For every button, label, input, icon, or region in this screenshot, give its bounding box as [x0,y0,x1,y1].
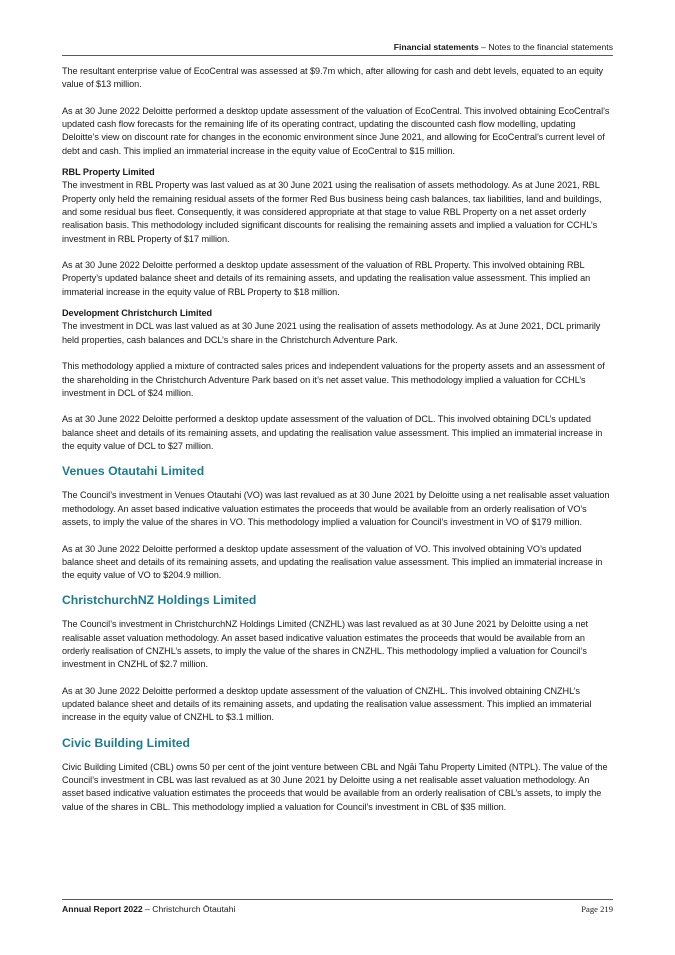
paragraph-vo-valuation: The Council’s investment in Venues Otautahi (VO) was last revalued as at 30 June 2021 by Deloitte using a net realisable asset valuation methodology. An asset based indicative valuation estimates the proceeds that would be available from an orderly realisation of VO’s assets, to imply the value of the shares in VO. This methodology implied a valuation for Council’s investment in VO of $179 million. [62,490,610,527]
paragraph-dcl-valuation: The investment in DCL was last valued as at 30 June 2021 using the realisation of assets methodology. As at June 2021, DCL primarily held properties, cash balances and DCL’s share in the Christchurch Adventure Park. [62,321,601,345]
paragraph-ecocentral-value: The resultant enterprise value of EcoCentral was assessed at $9.7m which, after allowing for cash and debt levels, equated to an equity value of $13 million. [62,66,604,90]
rbl-heading: RBL Property Limited [62,167,155,178]
section-heading-christchurchnz: ChristchurchNZ Holdings Limited [62,593,257,608]
paragraph-ecocentral-update: As at 30 June 2022 Deloitte performed a desktop update assessment of the valuation of EcoCentral. This involved obtaining EcoCentral’s updated cash flow forecasts for the remaining life of its operating contract, updating the discounted cash flow modelling, updating Deloitte’s view on discount rate for changes in the economic environment since June 2021, and allowing for EcoCentral’s current level of debt and cash. This implied an immaterial increase in the equity value of EcoCentral to $15 million. [62,105,610,156]
page-number: Page 219 [581,904,613,914]
footer-separator: – [142,904,153,914]
dcl-heading: Development Christchurch Limited [62,308,213,319]
paragraph-dcl-methodology: This methodology applied a mixture of contracted sales prices and independent valuations for the property assets and an assessment of the shareholding in the Christchurch Adventure Park based on it’s net asset value. This methodology implied a valuation for CCHL’s investment in DCL of $24 million. [62,361,605,398]
section-heading-civic-building: Civic Building Limited [62,735,190,750]
main-content [62,65,613,814]
page-header [394,42,613,52]
footer-city: Christchurch Ōtautahi [152,904,236,914]
header-section: Financial statements [393,42,479,52]
header-subsection: Notes to the financial statements [488,42,613,52]
footer-report-title: Annual Report 2022 [62,904,143,914]
header-rule [62,55,613,56]
footer-rule [62,899,613,900]
header-separator: – [478,42,489,52]
paragraph-vo-update: As at 30 June 2022 Deloitte performed a desktop update assessment of the valuation of VO. This involved obtaining VO’s updated balance sheet and details of its remaining assets, and updating the realisation value assessment. This implied an immaterial increase in the equity value of VO to $204.9 million. [62,543,603,581]
paragraph-cbl-valuation: Civic Building Limited (CBL) owns 50 per cent of the joint venture between CBL and Ngāi Tahu Property Limited (NTPL). The value of the Council’s investment in CBL was last revalued as at 30 June 2021 by Deloitte using a net realisable asset valuation methodology. An asset based indicative valuation estimates the proceeds that would be available from an orderly realisation of CBL’s assets, to imply the value of the shares in CBL. This methodology implied a valuation for Council’s investment in CBL of $35 million. [62,761,608,812]
paragraph-rbl-update: As at 30 June 2022 Deloitte performed a desktop update assessment of the valuation of RBL Property. This involved obtaining RBL Property’s updated balance sheet and details of its remaining assets, and updating the realisation value assessment. This implied an immaterial increase in the equity value of RBL Property to $18 million. [62,260,591,297]
section-heading-venues-otautahi: Venues Otautahi Limited [62,464,205,479]
paragraph-cnzhl-valuation: The Council’s investment in ChristchurchNZ Holdings Limited (CNZHL) was last revalued as at 30 June 2021 by Deloitte using a net realisable asset valuation methodology. An asset based indicative valuation estimates the proceeds that would be available from an orderly realisation of CNZHL’s assets, to imply the value of the shares in CNZHL. This methodology implied a valuation for Council’s investment in CNZHL of $2.7 million. [62,619,588,670]
paragraph-rbl-valuation: The investment in RBL Property was last valued as at 30 June 2021 using the realisation of assets methodology. As at June 2021, RBL Property only held the remaining residual assets of the former Red Bus business being cash balances, tax liabilities, land and buildings, and some residual bus fleet. Consequently, it was considered appropriate at that stage to value RBL Property on a net asset orderly realisation basis. This methodology included significant discounts for realising the remaining assets and implied a valuation for CCHL’s investment in RBL Property of $17 million. [62,180,602,244]
page-footer [62,904,235,914]
paragraph-cnzhl-update: As at 30 June 2022 Deloitte performed a desktop update assessment of the valuation of CNZHL. This involved obtaining CNZHL’s updated balance sheet and details of its remaining assets, and updating the realisation value assessment. This implied an immaterial increase in the equity value of CNZHL to $3.1 million. [62,685,592,723]
paragraph-dcl-update: As at 30 June 2022 Deloitte performed a desktop update assessment of the valuation of DCL. This involved obtaining DCL’s updated balance sheet and details of its remaining assets, and updating the realisation value assessment. This implied an immaterial increase in the equity value of DCL to $27 million. [62,414,603,452]
